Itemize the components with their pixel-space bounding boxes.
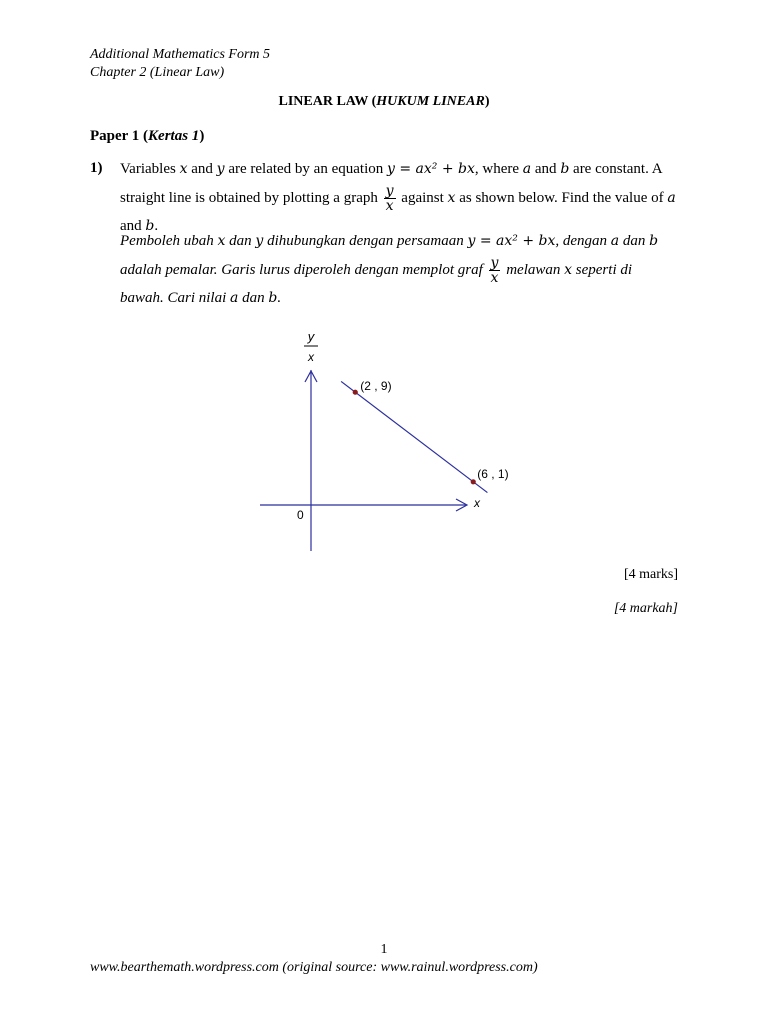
english-line-3: and b. <box>120 218 159 234</box>
footer-source: www.bearthemath.wordpress.com (original source: www.rainul.wordpress.com) <box>90 960 538 975</box>
data-point-1 <box>353 390 358 395</box>
linear-law-graph <box>250 325 509 560</box>
data-label-1: (2 , 9) <box>360 379 392 394</box>
page-number: 1 <box>380 942 388 957</box>
malay-line-2: adalah pemalar. Garis lurus diperoleh dengan memplot graf $\frac{y}{x}$ melawan x seperti di <box>120 255 633 286</box>
english-line-1: Variables x and y are related by an equation y = ax² + bx, where a and b are constant. A <box>120 161 663 177</box>
data-line <box>341 381 487 492</box>
marks-english: [4 marks] <box>623 567 678 582</box>
malay-line-1: Pemboleh ubah x dan y dihubungkan dengan persamaan y = ax² + bx, dengan a dan b <box>120 233 659 249</box>
origin-label: 0 <box>297 508 304 522</box>
y-axis-label-denominator: x <box>308 350 314 364</box>
header-line-1: Additional Mathematics Form 5 <box>90 47 271 62</box>
y-axis-label-numerator: y <box>307 329 315 344</box>
question-text-english <box>120 156 678 239</box>
english-line-2: straight line is obtained by plotting a graph $\frac{y}{x}$ against x as shown below. Find the value of a <box>120 183 676 214</box>
malay-line-3: bawah. Cari nilai a dan b. <box>120 290 282 306</box>
x-axis-label: x <box>474 496 480 510</box>
fraction-y-over-x: $\frac{y}{x}$ <box>385 183 394 214</box>
data-label-2: (6 , 1) <box>477 466 509 481</box>
marks-malay: [4 markah] <box>613 601 678 616</box>
equation: y = ax² + bx <box>386 161 475 177</box>
page-title: LINEAR LAW (HUKUM LINEAR) <box>278 94 490 109</box>
section-heading: Paper 1 (Kertas 1) <box>90 128 205 144</box>
question-number: 1) <box>90 160 103 176</box>
question-text-malay <box>120 228 678 311</box>
fraction-y-over-x: $\frac{y}{x}$ <box>490 255 499 286</box>
header-line-2: Chapter 2 (Linear Law) <box>90 65 225 80</box>
data-point-2 <box>471 479 476 484</box>
